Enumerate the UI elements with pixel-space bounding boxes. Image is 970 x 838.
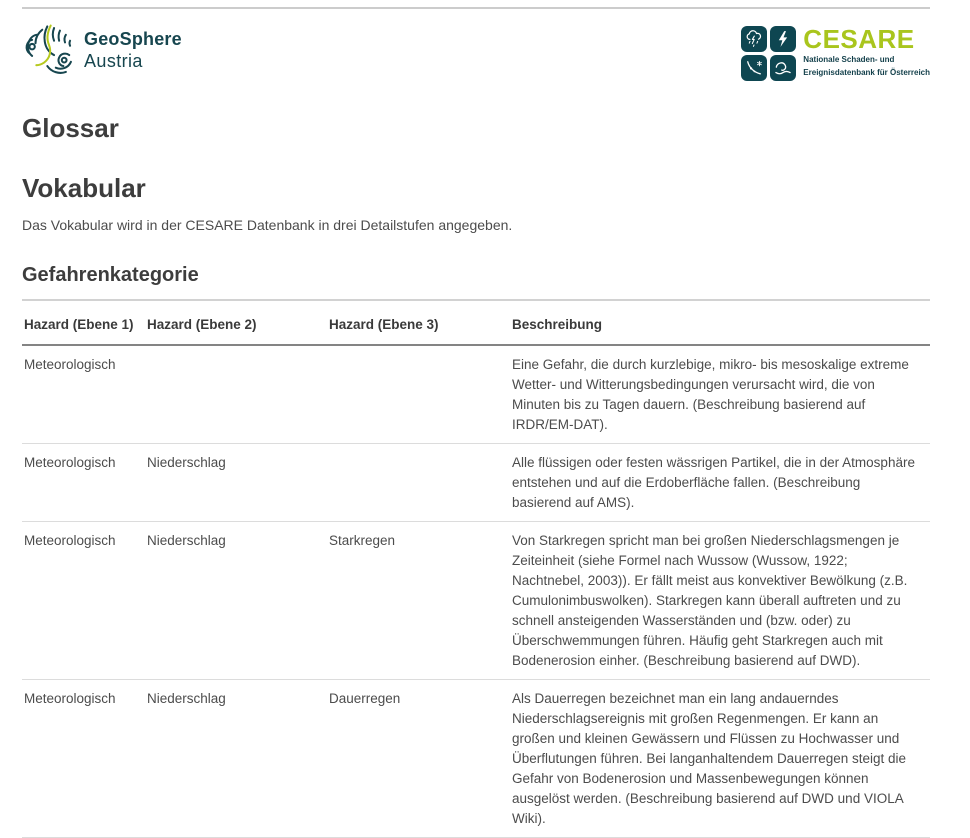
- cell-description: Von Starkregen spricht man bei großen Niederschlagsmengen je Zeiteinheit (siehe Formel nach Wussow (Wussow, 1922; Nachtnebel, 2003)). Er fällt meist aus konvektiver Bewölkung (z.B. Cumulonimbuswolken). Starkregen kann überall auftreten und zu schnell ansteigenden Wasserständen und (bzw. oder) zu Überschwemmungen führen. Häufig geht Starkregen auch mit Bodenerosion einher. (Beschreibung basierend auf DWD).: [510, 522, 930, 680]
- top-divider: [22, 7, 930, 9]
- cell-hazard-level3: Starkregen: [327, 522, 510, 680]
- geosphere-logo-text: [84, 27, 182, 72]
- table-title: Gefahrenkategorie: [22, 264, 199, 286]
- avalanche-icon: [741, 55, 767, 81]
- cell-description: Eine Gefahr, die durch kurzlebige, mikro- bis mesoskalige extreme Wetter- und Witterungsbedingungen verursacht wird, die von Minuten bis zu Tagen dauern. (Beschreibung basierend auf IRDR/EM-DAT).: [510, 345, 930, 444]
- cesare-subtitle-line2: Ereignisdatenbank für Österreich: [803, 67, 930, 77]
- page-title: Glossar: [22, 113, 119, 143]
- table-row: [22, 522, 930, 680]
- cell-hazard-level3: Dauerregen: [327, 680, 510, 838]
- table-row: [22, 345, 930, 444]
- cell-hazard-level2: Niederschlag: [145, 522, 327, 680]
- geosphere-swirl-icon: [22, 23, 76, 77]
- cell-hazard-level1: Meteorologisch: [22, 680, 145, 838]
- lightning-icon: [770, 26, 796, 52]
- cell-hazard-level2: [145, 345, 327, 444]
- cesare-subtitle-line1: Nationale Schaden- und: [803, 55, 895, 65]
- cell-hazard-level3: [327, 444, 510, 522]
- table-row: [22, 680, 930, 838]
- cell-hazard-level1: Meteorologisch: [22, 444, 145, 522]
- cell-hazard-level2: Niederschlag: [145, 680, 327, 838]
- storm-icon: [741, 26, 767, 52]
- column-header-description: Beschreibung: [510, 300, 930, 345]
- column-header-hazard-level3: Hazard (Ebene 3): [327, 300, 510, 345]
- intro-text: Das Vokabular wird in der CESARE Datenbank in drei Detailstufen angegeben.: [22, 217, 513, 233]
- glossary-page: [0, 7, 970, 838]
- table-row: [22, 444, 930, 522]
- column-header-hazard-level2: Hazard (Ebene 2): [145, 300, 327, 345]
- cell-hazard-level1: Meteorologisch: [22, 522, 145, 680]
- cell-hazard-level1: Meteorologisch: [22, 345, 145, 444]
- cell-description: Alle flüssigen oder festen wässrigen Partikel, die in der Atmosphäre entstehen und auf die Erdoberfläche fallen. (Beschreibung basierend auf AMS).: [510, 444, 930, 522]
- section-title: Vokabular: [22, 173, 146, 203]
- page-header: [22, 23, 930, 81]
- column-header-hazard-level1: Hazard (Ebene 1): [22, 300, 145, 345]
- cesare-logo-text: [803, 26, 930, 81]
- cesare-logo[interactable]: [741, 26, 930, 81]
- hazard-table-body: [22, 345, 930, 838]
- wave-icon: [770, 55, 796, 81]
- cell-hazard-level3: [327, 345, 510, 444]
- geosphere-logo-name: GeoSphere: [84, 29, 182, 50]
- cell-description: Als Dauerregen bezeichnet man ein lang andauerndes Niederschlagsereignis mit großen Regenmengen. Er kann an großen und kleinen Gewässern und Flüssen zu Hochwasser und Überflutungen führen. Bei langanhaltendem Dauerregen steigt die Gefahr von Bodenerosion und Massenbewegungen können ausgelöst werden. (Beschreibung basierend auf DWD und VIOLA Wiki).: [510, 680, 930, 838]
- cesare-title: CESARE: [803, 24, 915, 54]
- hazard-table: [22, 299, 930, 838]
- geosphere-logo[interactable]: [22, 23, 182, 77]
- cesare-icon-grid: [741, 26, 796, 81]
- table-header-row: [22, 300, 930, 345]
- cell-hazard-level2: Niederschlag: [145, 444, 327, 522]
- geosphere-logo-country: Austria: [84, 51, 143, 71]
